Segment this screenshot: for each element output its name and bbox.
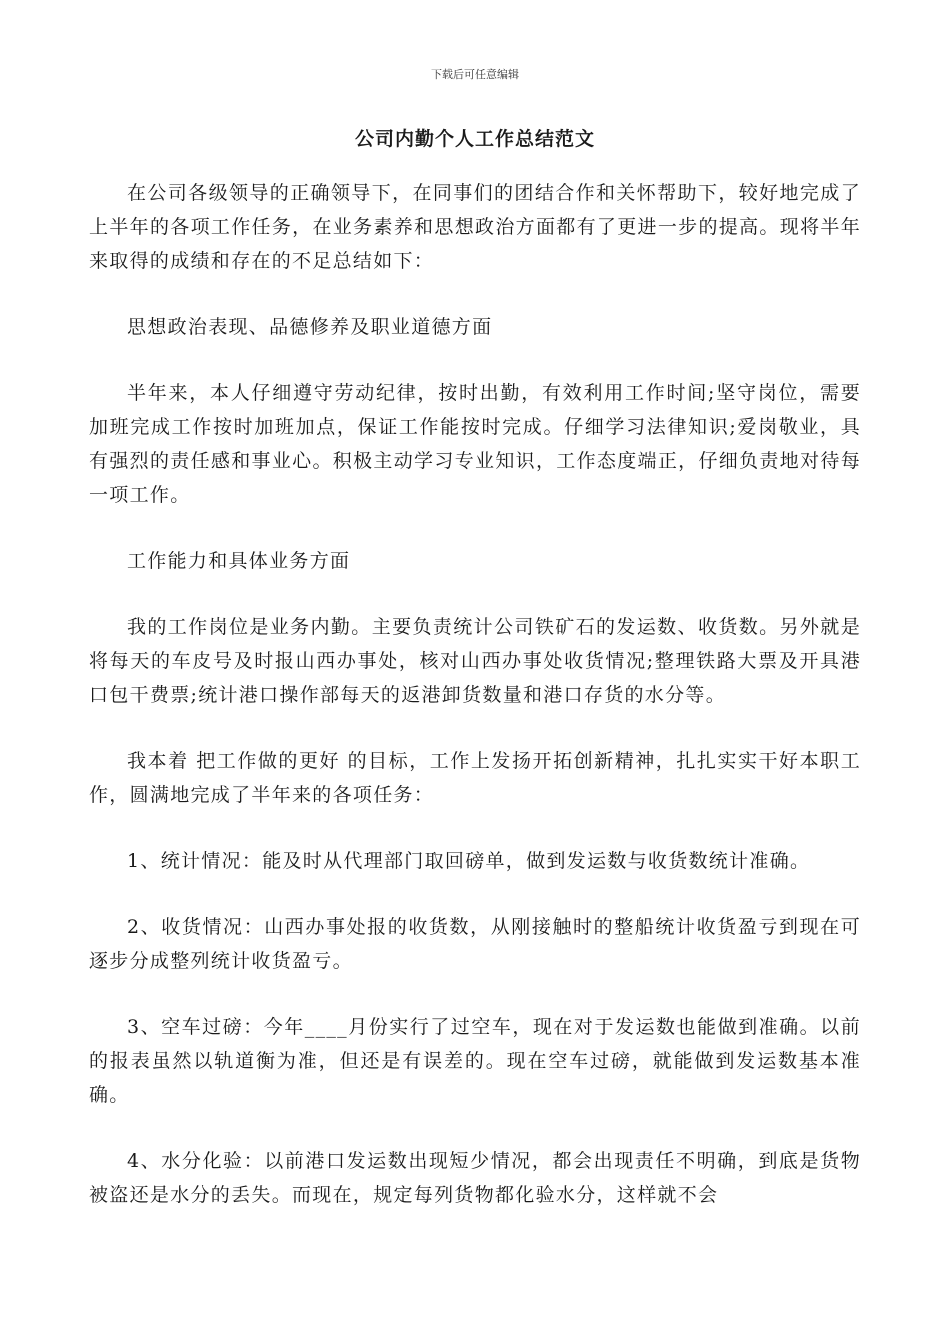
paragraph-job-role: 我的工作岗位是业务内勤。主要负责统计公司铁矿石的发运数、收货数。另外就是将每天的车皮号及时报山西办事处，核对山西办事处收货情况;整理铁路大票及开具港口包干费票;统计港口操作部每天的返港卸货数量和港口存货的水分等。	[89, 616, 861, 706]
header-note: 下载后可任意编辑	[431, 68, 519, 81]
section-heading-political: 思想政治表现、品德修养及职业道德方面	[127, 316, 493, 338]
paragraph-political: 半年来，本人仔细遵守劳动纪律，按时出勤，有效利用工作时间;坚守岗位，需要加班完成工作按时加班加点，保证工作能按时完成。仔细学习法律知识;爱岗敬业，具有强烈的责任感和事业心。积极主动学习专业知识，工作态度端正，仔细负责地对待每一项工作。	[89, 382, 861, 506]
paragraph-goal: 我本着 把工作做的更好 的目标，工作上发扬开拓创新精神，扎扎实实干好本职工作，圆满地完成了半年来的各项任务：	[89, 750, 861, 806]
paragraph-intro: 在公司各级领导的正确领导下，在同事们的团结合作和关怀帮助下，较好地完成了上半年的各项工作任务，在业务素养和思想政治方面都有了更进一步的提高。现将半年来取得的成绩和存在的不足总结如下：	[89, 182, 861, 272]
section-heading-work: 工作能力和具体业务方面	[127, 550, 351, 572]
document-title: 公司内勤个人工作总结范文	[354, 128, 595, 150]
document-body	[89, 176, 861, 1212]
list-item-moisture-test: 4、水分化验：以前港口发运数出现短少情况，都会出现责任不明确，到底是货物被盗还是水分的丢失。而现在，规定每列货物都化验水分，这样就不会	[89, 1150, 861, 1206]
list-item-receiving: 2、收货情况：山西办事处报的收货数，从刚接触时的整船统计收货盈亏到现在可逐步分成整列统计收货盈亏。	[89, 916, 861, 972]
list-item-statistics: 1、统计情况：能及时从代理部门取回磅单，做到发运数与收货数统计准确。	[127, 850, 811, 872]
list-item-empty-weighing: 3、空车过磅：今年____月份实行了过空车，现在对于发运数也能做到准确。以前的报表虽然以轨道衡为准，但还是有误差的。现在空车过磅，就能做到发运数基本准确。	[89, 1016, 861, 1106]
